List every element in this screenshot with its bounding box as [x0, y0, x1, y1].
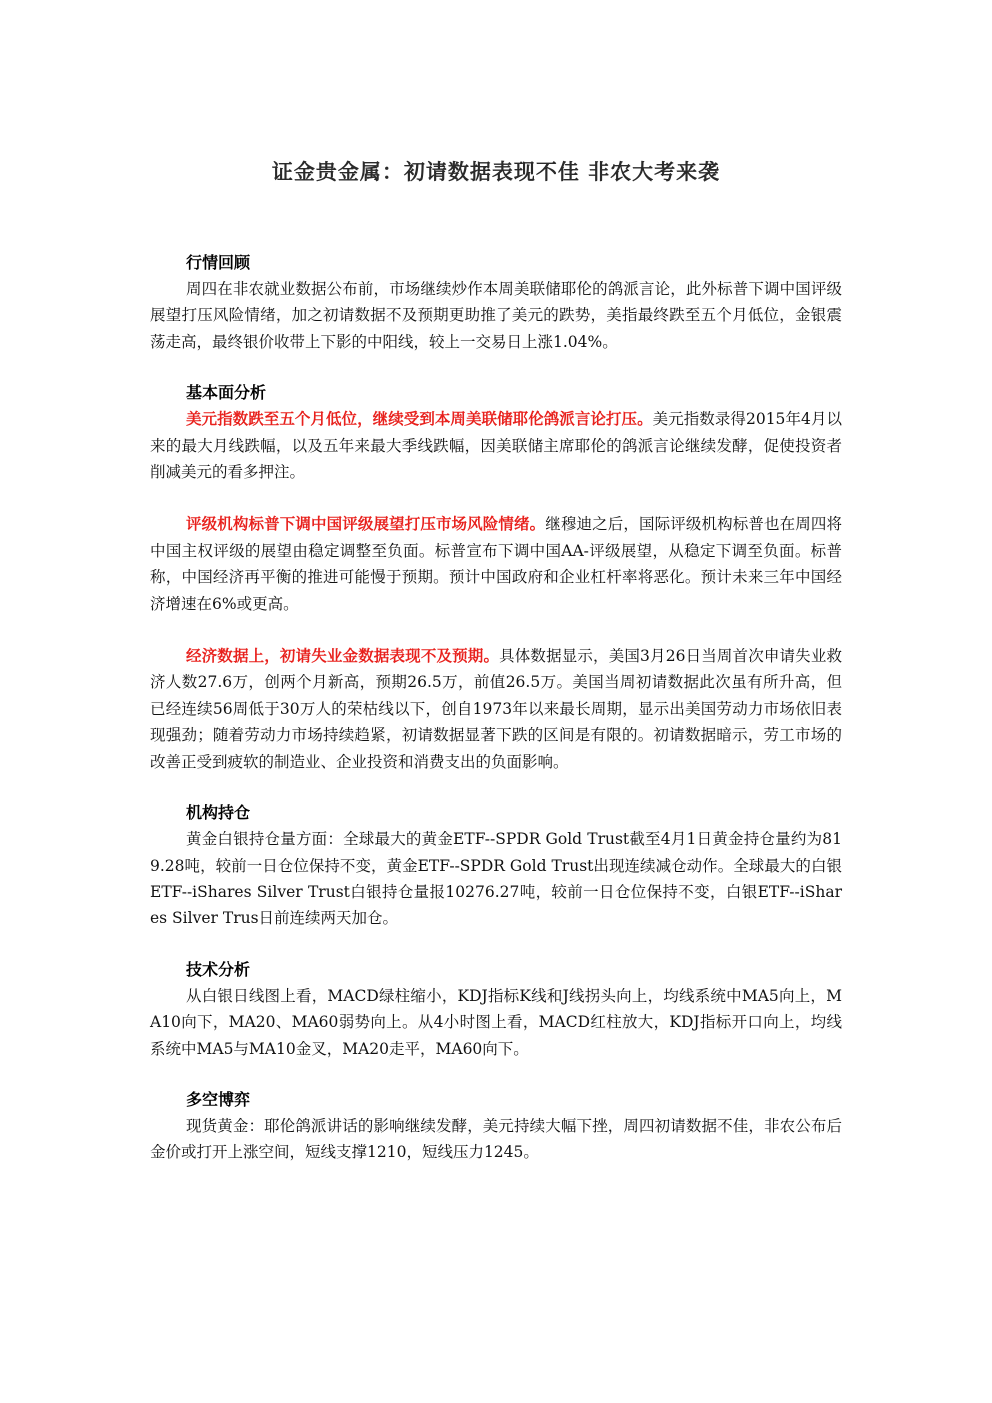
paragraph-text: 黄金白银持仓量方面：全球最大的黄金ETF--SPDR Gold Trust截至4月1日黄金持仓量约为819.28吨，较前一日仓位保持不变，黄金ETF--SPDR Gold Trust出现连续减仓动作。全球最大的白银ETF--iShares Silver Trust白银持仓量报10276.27吨，较前一日仓位保持不变，白银ETF--iShares Silver Trus日前连续两天加仓。: [150, 830, 842, 928]
paragraph: [150, 1113, 842, 1166]
paragraph: [150, 276, 842, 355]
paragraph: [150, 406, 842, 485]
section-fundamental-analysis: [150, 380, 842, 775]
section-heading: 多空博弈: [186, 1089, 251, 1109]
section-heading: 技术分析: [186, 959, 251, 979]
paragraph-lead-highlight: 评级机构标普下调中国评级展望打压市场风险情绪。: [186, 515, 546, 534]
paragraph-text: 具体数据显示，美国3月26日当周首次申请失业救济人数27.6万，创两个月新高，预期26.5万，前值26.5万。美国当周初请数据此次虽有所升高，但已经连续56周低于30万人的荣枯线以下，创自1973年以来最长周期，显示出美国劳动力市场依旧表现强劲；随着劳动力市场持续趋紧，初请数据显著下跌的区间是有限的。初请数据暗示，劳工市场的改善正受到疲软的制造业、企业投资和消费支出的负面影响。: [150, 647, 842, 771]
paragraph-lead-highlight: 美元指数跌至五个月低位，继续受到本周美联储耶伦鸽派言论打压。: [186, 410, 653, 429]
section-institutional-holdings: [150, 800, 842, 932]
document-body: [150, 250, 842, 1191]
paragraph-text: 从白银日线图上看，MACD绿柱缩小，KDJ指标K线和J线拐头向上，均线系统中MA5向上，MA10向下，MA20、MA60弱势向上。从4小时图上看，MACD红柱放大，KDJ指标开口向上，均线系统中MA5与MA10金叉，MA20走平，MA60向下。: [150, 986, 842, 1058]
section-heading: 基本面分析: [186, 383, 267, 403]
section-heading: 行情回顾: [186, 253, 251, 272]
paragraph-text: 继穆迪之后，国际评级机构标普也在周四将中国主权评级的展望由稳定调整至负面。标普宣布下调中国AA-评级展望，从稳定下调至负面。标普称，中国经济再平衡的推进可能慢于预期。预计中国政府和企业杠杆率将恶化。预计未来三年中国经济增速在6%或更高。: [150, 515, 842, 613]
section-market-review: [150, 250, 842, 355]
section-bull-bear-game: [150, 1087, 842, 1166]
section-heading: 机构持仓: [186, 803, 251, 823]
paragraph-text: 周四在非农就业数据公布前，市场继续炒作本周美联储耶伦的鸽派言论，此外标普下调中国评级展望打压风险情绪，加之初请数据不及预期更助推了美元的跌势，美指最终跌至五个月低位，金银震荡走高，最终银价收带上下影的中阳线，较上一交易日上涨1.04%。: [150, 280, 842, 351]
section-technical-analysis: [150, 957, 842, 1062]
paragraph-text: 美元指数录得2015年4月以来的最大月线跌幅，以及五年来最大季线跌幅，因美联储主席耶伦的鸽派言论继续发酵，促使投资者削减美元的看多押注。: [150, 410, 842, 482]
paragraph: [150, 826, 842, 932]
paragraph: [150, 511, 842, 617]
paragraph: [150, 983, 842, 1062]
document-title: 证金贵金属：初请数据表现不佳 非农大考来袭: [271, 160, 721, 184]
paragraph: [150, 643, 842, 775]
paragraph-lead-highlight: 经济数据上，初请失业金数据表现不及预期。: [186, 647, 500, 666]
paragraph-text: 现货黄金：耶伦鸽派讲话的影响继续发酵，美元持续大幅下挫，周四初请数据不佳，非农公布后金价或打开上涨空间，短线支撑1210，短线压力1245。: [150, 1116, 842, 1162]
